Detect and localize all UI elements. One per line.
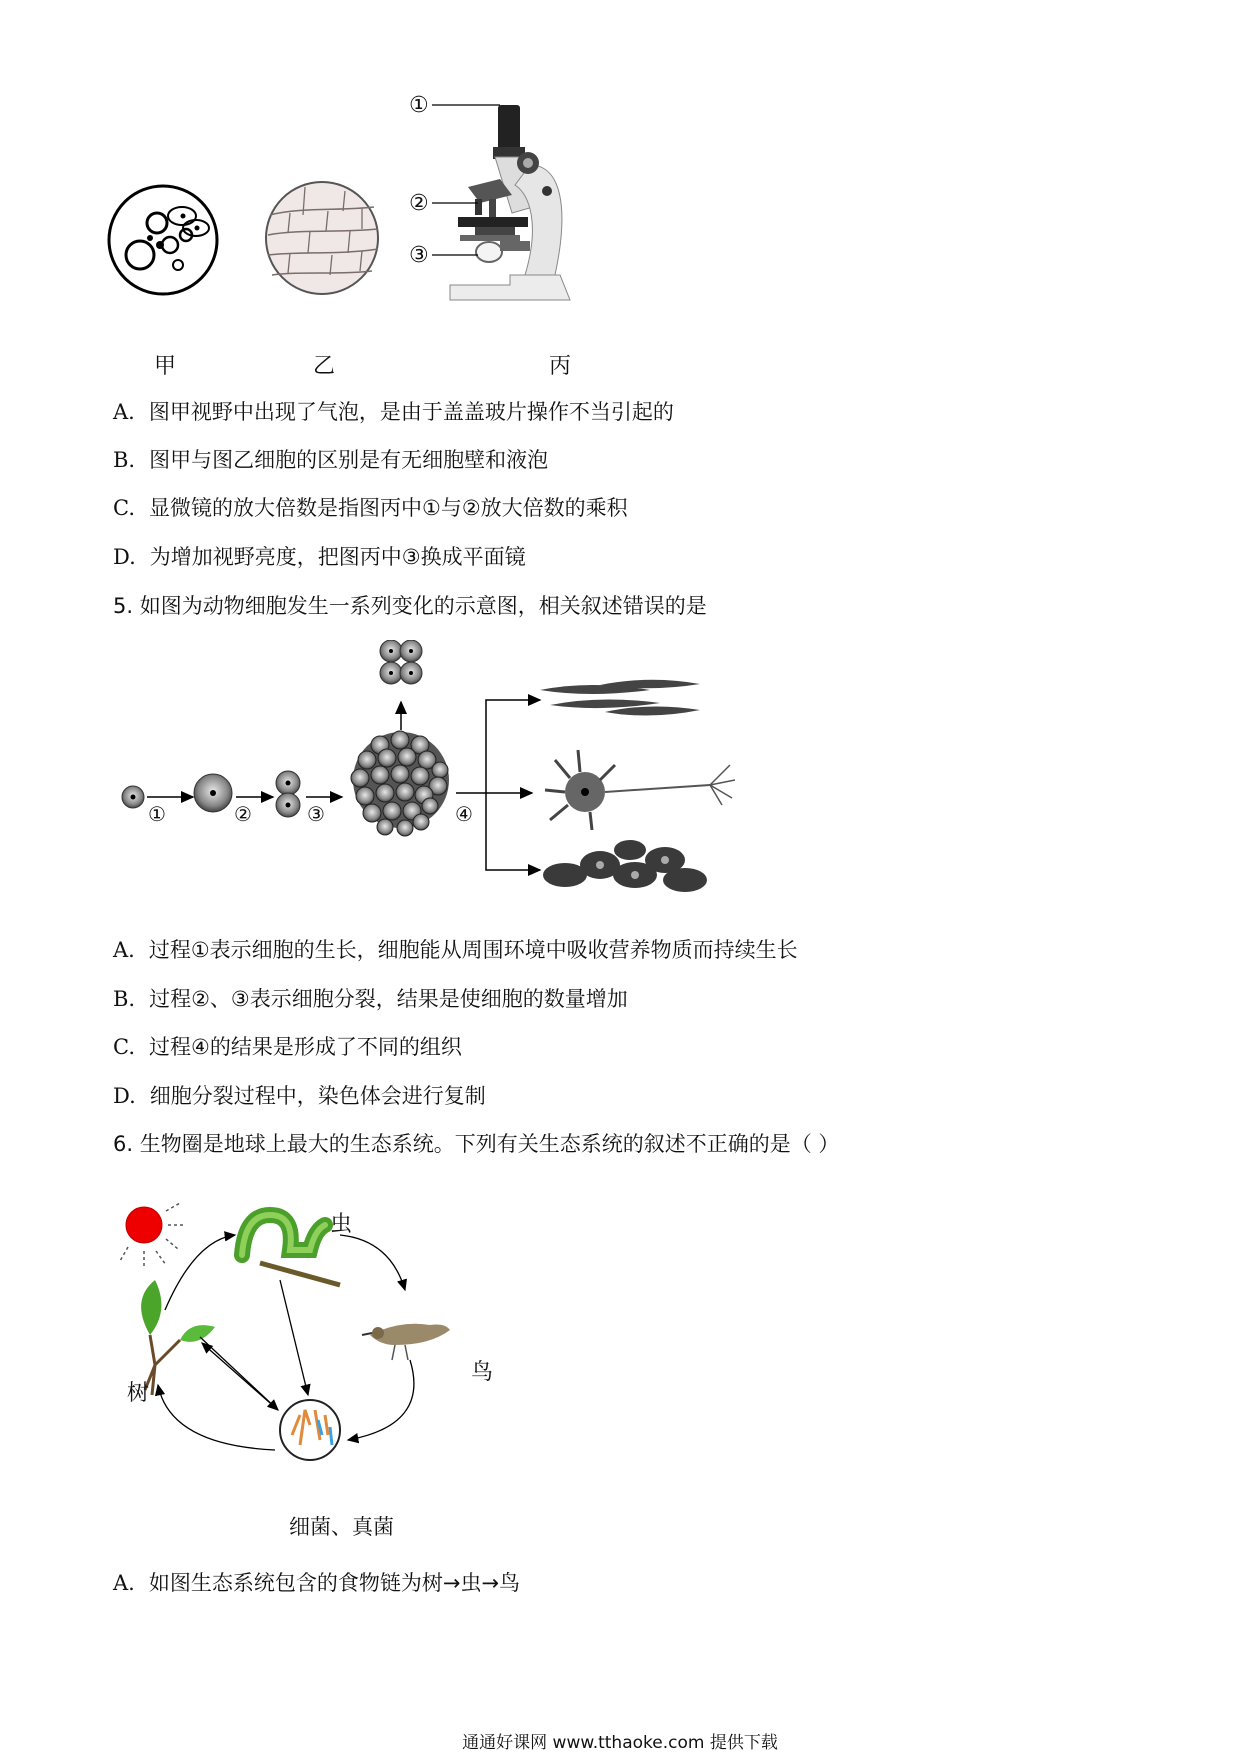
figure-yi-field: [266, 182, 378, 294]
microscope-callout-3: ③: [409, 243, 429, 268]
caterpillar-icon: [242, 1215, 340, 1285]
label-insect: 虫: [330, 1212, 353, 1237]
microbes-icon: [280, 1400, 340, 1460]
process-label-4: ④: [455, 802, 473, 826]
neuron-cell: [545, 750, 735, 830]
q6-option-a: A. 如图生态系统包含的食物链为树→虫→鸟: [113, 1571, 521, 1595]
q5-option-c: C. 过程④的结果是形成了不同的组织: [113, 1035, 462, 1059]
q4-option-b: B. 图甲与图乙细胞的区别是有无细胞壁和液泡: [113, 448, 549, 472]
q6-stem: 6. 生物圈是地球上最大的生态系统。下列有关生态系统的叙述不正确的是（ ）: [113, 1132, 840, 1156]
q4-option-c: C. 显微镜的放大倍数是指图丙中①与②放大倍数的乘积: [113, 496, 628, 520]
process-label-2: ②: [234, 802, 252, 826]
q6-ecosystem-diagram: [110, 1195, 530, 1525]
q5-figure: [110, 640, 750, 910]
figure-label-jia: 甲: [154, 354, 177, 379]
q4-option-d: D. 为增加视野亮度，把图丙中③换成平面镜: [113, 545, 526, 569]
label-microbes: 细菌、真菌: [289, 1515, 394, 1539]
q5-option-d: D. 细胞分裂过程中，染色体会进行复制: [113, 1084, 486, 1108]
tree-icon: [141, 1280, 215, 1395]
microscope-callout-1: ①: [409, 93, 429, 118]
q5-stem: 5. 如图为动物细胞发生一系列变化的示意图，相关叙述错误的是: [113, 594, 707, 618]
cell-cluster: [351, 731, 449, 836]
figure-jia-field: [109, 186, 217, 294]
figure-label-yi: 乙: [313, 354, 336, 379]
q5-option-b: B. 过程②、③表示细胞分裂，结果是使细胞的数量增加: [113, 987, 628, 1011]
q4-option-a: A. 图甲视野中出现了气泡，是由于盖盖玻片操作不当引起的: [113, 400, 674, 424]
microscope-callout-2: ②: [409, 191, 429, 216]
process-label-3: ③: [307, 802, 325, 826]
sun-icon: [120, 1203, 185, 1269]
label-tree: 树: [127, 1381, 150, 1406]
q5-option-a: A. 过程①表示细胞的生长，细胞能从周围环境中吸收营养物质而持续生长: [113, 938, 798, 962]
bird-icon: [362, 1324, 450, 1360]
process-label-1: ①: [148, 802, 166, 826]
figure-bing-microscope: [432, 105, 570, 300]
figure-label-bing: 丙: [549, 354, 572, 379]
label-bird: 鸟: [471, 1360, 494, 1385]
footer-text: 通通好课网 www.tthaoke.com 提供下载: [462, 1733, 778, 1753]
q4-figure: [100, 95, 660, 385]
